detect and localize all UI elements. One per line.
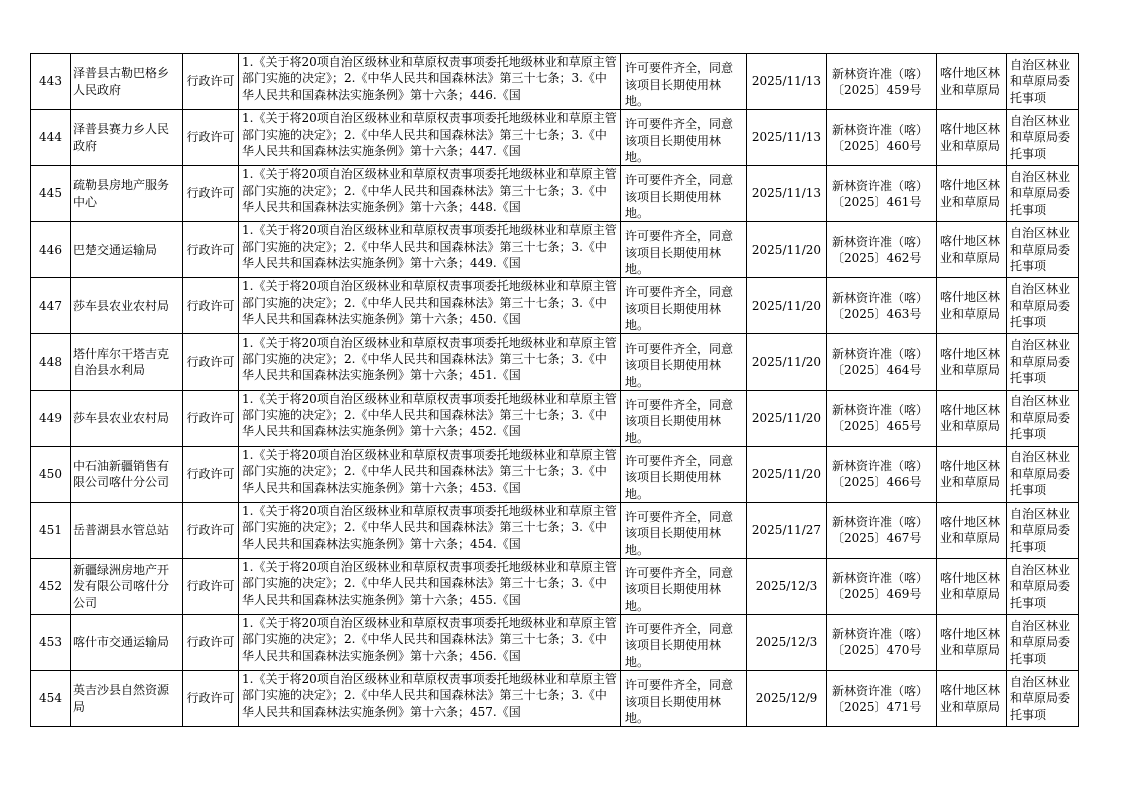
org-text: 喀什地区林业和草原局	[940, 683, 1001, 714]
date-text: 2025/11/20	[751, 354, 822, 369]
table-row	[31, 390, 1079, 446]
type-text: 行政许可	[186, 410, 235, 425]
document-number	[827, 278, 937, 334]
result-text: 许可要件齐全，同意该项目长期使用林地。	[625, 509, 734, 557]
name-text: 疏勒县房地产服务中心	[73, 178, 170, 209]
no-text: 443	[39, 74, 62, 89]
no-text: 447	[39, 298, 62, 313]
remark	[1007, 390, 1079, 446]
date-text: 2025/11/20	[751, 410, 822, 425]
action-type	[183, 502, 239, 558]
name-text: 中石油新疆销售有限公司喀什分公司	[73, 458, 170, 490]
legal-basis	[239, 54, 621, 110]
issuing-authority	[937, 614, 1007, 670]
issuing-authority	[937, 54, 1007, 110]
action-type	[183, 446, 239, 502]
decision-result	[621, 390, 747, 446]
document-number	[827, 222, 937, 278]
org-text: 喀什地区林业和草原局	[940, 458, 1001, 490]
table-row	[31, 110, 1079, 166]
applicant-name	[71, 502, 183, 558]
decision-result	[621, 278, 747, 334]
applicant-name	[71, 54, 183, 110]
table-row	[31, 446, 1079, 502]
basis-text: 1.《关于将20项自治区级林业和草原权责事项委托地级林业和草原主管部门实施的决定》；2.《中华人民共和国森林法》第三十七条；3.《中华人民共和国森林法实施条例》第十六条；450.《国	[242, 279, 617, 327]
decision-date	[747, 446, 827, 502]
legal-basis	[239, 558, 621, 614]
row-number	[31, 390, 71, 446]
org-text: 喀什地区林业和草原局	[940, 346, 1001, 378]
docno-text: 新林资许准（喀）〔2025〕461号	[832, 178, 929, 209]
basis-text: 1.《关于将20项自治区级林业和草原权责事项委托地级林业和草原主管部门实施的决定》；2.《中华人民共和国森林法》第三十七条；3.《中华人民共和国森林法实施条例》第十六条；454.《国	[242, 503, 617, 551]
row-number	[31, 334, 71, 390]
action-type	[183, 334, 239, 390]
legal-basis	[239, 166, 621, 222]
row-number	[31, 110, 71, 166]
decision-date	[747, 166, 827, 222]
remark	[1007, 278, 1079, 334]
name-text: 莎车县农业农村局	[73, 410, 170, 425]
result-text: 许可要件齐全，同意该项目长期使用林地。	[625, 678, 734, 726]
table-row	[31, 166, 1079, 222]
no-text: 449	[39, 410, 62, 425]
name-text: 喀什市交通运输局	[73, 635, 170, 650]
result-text: 许可要件齐全，同意该项目长期使用林地。	[625, 173, 734, 221]
date-text: 2025/12/3	[755, 635, 818, 650]
basis-text: 1.《关于将20项自治区级林业和草原权责事项委托地级林业和草原主管部门实施的决定》；2.《中华人民共和国森林法》第三十七条；3.《中华人民共和国森林法实施条例》第十六条；457.《国	[242, 672, 617, 719]
result-text: 许可要件齐全，同意该项目长期使用林地。	[625, 285, 734, 333]
applicant-name	[71, 222, 183, 278]
date-text: 2025/11/13	[751, 130, 822, 145]
document-number	[827, 390, 937, 446]
document-number	[827, 614, 937, 670]
org-text: 喀什地区林业和草原局	[940, 178, 1001, 209]
docno-text: 新林资许准（喀）〔2025〕465号	[832, 403, 929, 434]
note-text: 自治区林业和草原局委托事项	[1010, 450, 1071, 498]
docno-text: 新林资许准（喀）〔2025〕466号	[832, 459, 929, 490]
decision-result	[621, 614, 747, 670]
remark	[1007, 558, 1079, 614]
action-type	[183, 54, 239, 110]
action-type	[183, 671, 239, 727]
row-number	[31, 278, 71, 334]
date-text: 2025/11/20	[751, 242, 822, 257]
row-number	[31, 222, 71, 278]
docno-text: 新林资许准（喀）〔2025〕467号	[832, 515, 929, 546]
type-text: 行政许可	[186, 74, 235, 89]
applicant-name	[71, 614, 183, 670]
date-text: 2025/11/27	[751, 523, 822, 538]
decision-date	[747, 502, 827, 558]
type-text: 行政许可	[186, 242, 235, 257]
table-row	[31, 222, 1079, 278]
note-text: 自治区林业和草原局委托事项	[1010, 226, 1071, 274]
name-text: 塔什库尔干塔吉克自治县水利局	[73, 346, 170, 378]
document-number	[827, 502, 937, 558]
document-number	[827, 54, 937, 110]
note-text: 自治区林业和草原局委托事项	[1010, 338, 1071, 386]
action-type	[183, 110, 239, 166]
applicant-name	[71, 278, 183, 334]
document-number	[827, 558, 937, 614]
action-type	[183, 614, 239, 670]
row-number	[31, 54, 71, 110]
document-number	[827, 671, 937, 727]
note-text: 自治区林业和草原局委托事项	[1010, 674, 1071, 722]
action-type	[183, 222, 239, 278]
note-text: 自治区林业和草原局委托事项	[1010, 57, 1071, 105]
document-number	[827, 166, 937, 222]
decision-result	[621, 54, 747, 110]
no-text: 450	[39, 466, 62, 481]
note-text: 自治区林业和草原局委托事项	[1010, 282, 1071, 330]
issuing-authority	[937, 446, 1007, 502]
org-text: 喀什地区林业和草原局	[940, 514, 1001, 546]
no-text: 453	[39, 635, 62, 650]
type-text: 行政许可	[186, 691, 235, 706]
action-type	[183, 166, 239, 222]
decision-date	[747, 334, 827, 390]
remark	[1007, 334, 1079, 390]
table-row	[31, 558, 1079, 614]
org-text: 喀什地区林业和草原局	[940, 122, 1001, 153]
docno-text: 新林资许准（喀）〔2025〕471号	[832, 683, 929, 714]
decision-result	[621, 671, 747, 727]
docno-text: 新林资许准（喀）〔2025〕464号	[832, 347, 929, 378]
document-number	[827, 110, 937, 166]
type-text: 行政许可	[186, 523, 235, 538]
basis-text: 1.《关于将20项自治区级林业和草原权责事项委托地级林业和草原主管部门实施的决定》；2.《中华人民共和国森林法》第三十七条；3.《中华人民共和国森林法实施条例》第十六条；449.《国	[242, 223, 617, 271]
decision-date	[747, 54, 827, 110]
legal-basis	[239, 334, 621, 390]
date-text: 2025/11/20	[751, 466, 822, 481]
basis-text: 1.《关于将20项自治区级林业和草原权责事项委托地级林业和草原主管部门实施的决定》；2.《中华人民共和国森林法》第三十七条；3.《中华人民共和国森林法实施条例》第十六条；456.《国	[242, 615, 617, 663]
result-text: 许可要件齐全，同意该项目长期使用林地。	[625, 341, 734, 389]
result-text: 许可要件齐全，同意该项目长期使用林地。	[625, 621, 734, 669]
decision-result	[621, 446, 747, 502]
applicant-name	[71, 446, 183, 502]
legal-basis	[239, 502, 621, 558]
no-text: 446	[39, 242, 62, 257]
row-number	[31, 614, 71, 670]
issuing-authority	[937, 166, 1007, 222]
issuing-authority	[937, 222, 1007, 278]
date-text: 2025/12/9	[755, 691, 818, 706]
org-text: 喀什地区林业和草原局	[940, 626, 1001, 658]
table-row	[31, 614, 1079, 670]
legal-basis	[239, 222, 621, 278]
note-text: 自治区林业和草原局委托事项	[1010, 169, 1071, 217]
decision-date	[747, 110, 827, 166]
applicant-name	[71, 390, 183, 446]
name-text: 莎车县农业农村局	[73, 298, 170, 313]
decision-result	[621, 166, 747, 222]
remark	[1007, 614, 1079, 670]
document-number	[827, 446, 937, 502]
basis-text: 1.《关于将20项自治区级林业和草原权责事项委托地级林业和草原主管部门实施的决定》；2.《中华人民共和国森林法》第三十七条；3.《中华人民共和国森林法实施条例》第十六条；447.《国	[242, 111, 617, 158]
name-text: 英吉沙县自然资源局	[73, 683, 170, 714]
decision-result	[621, 334, 747, 390]
type-text: 行政许可	[186, 354, 235, 369]
legal-basis	[239, 390, 621, 446]
result-text: 许可要件齐全，同意该项目长期使用林地。	[625, 61, 734, 109]
action-type	[183, 390, 239, 446]
applicant-name	[71, 334, 183, 390]
remark	[1007, 671, 1079, 727]
basis-text: 1.《关于将20项自治区级林业和草原权责事项委托地级林业和草原主管部门实施的决定》；2.《中华人民共和国森林法》第三十七条；3.《中华人民共和国森林法实施条例》第十六条；455.《国	[242, 559, 617, 607]
table-row	[31, 54, 1079, 110]
date-text: 2025/12/3	[755, 579, 818, 594]
table-body	[31, 54, 1079, 727]
org-text: 喀什地区林业和草原局	[940, 570, 1001, 602]
no-text: 454	[39, 691, 62, 706]
table-row	[31, 334, 1079, 390]
note-text: 自治区林业和草原局委托事项	[1010, 506, 1071, 554]
issuing-authority	[937, 671, 1007, 727]
decision-date	[747, 278, 827, 334]
row-number	[31, 558, 71, 614]
docno-text: 新林资许准（喀）〔2025〕459号	[832, 66, 929, 97]
remark	[1007, 502, 1079, 558]
remark	[1007, 222, 1079, 278]
type-text: 行政许可	[186, 466, 235, 481]
no-text: 444	[39, 130, 62, 145]
remark	[1007, 110, 1079, 166]
docno-text: 新林资许准（喀）〔2025〕460号	[832, 122, 929, 153]
row-number	[31, 166, 71, 222]
note-text: 自治区林业和草原局委托事项	[1010, 618, 1071, 666]
issuing-authority	[937, 110, 1007, 166]
issuing-authority	[937, 390, 1007, 446]
decision-date	[747, 671, 827, 727]
docno-text: 新林资许准（喀）〔2025〕462号	[832, 234, 929, 265]
type-text: 行政许可	[186, 635, 235, 650]
no-text: 448	[39, 354, 62, 369]
org-text: 喀什地区林业和草原局	[940, 290, 1001, 321]
date-text: 2025/11/13	[751, 186, 822, 201]
action-type	[183, 558, 239, 614]
docno-text: 新林资许准（喀）〔2025〕463号	[832, 290, 929, 321]
type-text: 行政许可	[186, 186, 235, 201]
remark	[1007, 54, 1079, 110]
type-text: 行政许可	[186, 298, 235, 313]
note-text: 自治区林业和草原局委托事项	[1010, 394, 1071, 442]
legal-basis	[239, 614, 621, 670]
note-text: 自治区林业和草原局委托事项	[1010, 113, 1071, 161]
no-text: 452	[39, 579, 62, 594]
applicant-name	[71, 671, 183, 727]
docno-text: 新林资许准（喀）〔2025〕470号	[832, 627, 929, 658]
document-number	[827, 334, 937, 390]
result-text: 许可要件齐全，同意该项目长期使用林地。	[625, 565, 734, 613]
issuing-authority	[937, 558, 1007, 614]
name-text: 新疆绿洲房地产开发有限公司喀什分公司	[73, 562, 170, 610]
decision-date	[747, 614, 827, 670]
name-text: 岳普湖县水管总站	[73, 523, 170, 538]
decision-date	[747, 222, 827, 278]
decision-result	[621, 502, 747, 558]
decision-date	[747, 558, 827, 614]
legal-basis	[239, 671, 621, 727]
row-number	[31, 446, 71, 502]
no-text: 451	[39, 523, 62, 538]
issuing-authority	[937, 334, 1007, 390]
note-text: 自治区林业和草原局委托事项	[1010, 562, 1071, 610]
basis-text: 1.《关于将20项自治区级林业和草原权责事项委托地级林业和草原主管部门实施的决定》；2.《中华人民共和国森林法》第三十七条；3.《中华人民共和国森林法实施条例》第十六条；446.《国	[242, 55, 617, 102]
type-text: 行政许可	[186, 130, 235, 145]
decision-result	[621, 558, 747, 614]
result-text: 许可要件齐全，同意该项目长期使用林地。	[625, 397, 734, 445]
applicant-name	[71, 166, 183, 222]
remark	[1007, 166, 1079, 222]
issuing-authority	[937, 278, 1007, 334]
applicant-name	[71, 110, 183, 166]
date-text: 2025/11/20	[751, 298, 822, 313]
legal-basis	[239, 278, 621, 334]
basis-text: 1.《关于将20项自治区级林业和草原权责事项委托地级林业和草原主管部门实施的决定》；2.《中华人民共和国森林法》第三十七条；3.《中华人民共和国森林法实施条例》第十六条；453.《国	[242, 447, 617, 495]
org-text: 喀什地区林业和草原局	[940, 234, 1001, 265]
result-text: 许可要件齐全，同意该项目长期使用林地。	[625, 117, 734, 165]
table-row	[31, 502, 1079, 558]
basis-text: 1.《关于将20项自治区级林业和草原权责事项委托地级林业和草原主管部门实施的决定》；2.《中华人民共和国森林法》第三十七条；3.《中华人民共和国森林法实施条例》第十六条；452.《国	[242, 391, 617, 439]
name-text: 泽普县赛力乡人民政府	[73, 122, 170, 153]
no-text: 445	[39, 186, 62, 201]
basis-text: 1.《关于将20项自治区级林业和草原权责事项委托地级林业和草原主管部门实施的决定》；2.《中华人民共和国森林法》第三十七条；3.《中华人民共和国森林法实施条例》第十六条；448.《国	[242, 167, 617, 215]
result-text: 许可要件齐全，同意该项目长期使用林地。	[625, 453, 734, 501]
date-text: 2025/11/13	[751, 74, 822, 89]
decision-date	[747, 390, 827, 446]
applicant-name	[71, 558, 183, 614]
org-text: 喀什地区林业和草原局	[940, 66, 1001, 97]
row-number	[31, 502, 71, 558]
table-row	[31, 278, 1079, 334]
name-text: 巴楚交通运输局	[73, 242, 158, 257]
org-text: 喀什地区林业和草原局	[940, 402, 1001, 434]
remark	[1007, 446, 1079, 502]
row-number	[31, 671, 71, 727]
legal-basis	[239, 110, 621, 166]
table-row	[31, 671, 1079, 727]
type-text: 行政许可	[186, 579, 235, 594]
docno-text: 新林资许准（喀）〔2025〕469号	[832, 571, 929, 602]
issuing-authority	[937, 502, 1007, 558]
basis-text: 1.《关于将20项自治区级林业和草原权责事项委托地级林业和草原主管部门实施的决定》；2.《中华人民共和国森林法》第三十七条；3.《中华人民共和国森林法实施条例》第十六条；451.《国	[242, 335, 617, 383]
result-text: 许可要件齐全，同意该项目长期使用林地。	[625, 229, 734, 277]
decision-result	[621, 222, 747, 278]
decision-result	[621, 110, 747, 166]
legal-basis	[239, 446, 621, 502]
permit-table	[30, 53, 1079, 727]
action-type	[183, 278, 239, 334]
name-text: 泽普县古勒巴格乡人民政府	[73, 66, 170, 97]
